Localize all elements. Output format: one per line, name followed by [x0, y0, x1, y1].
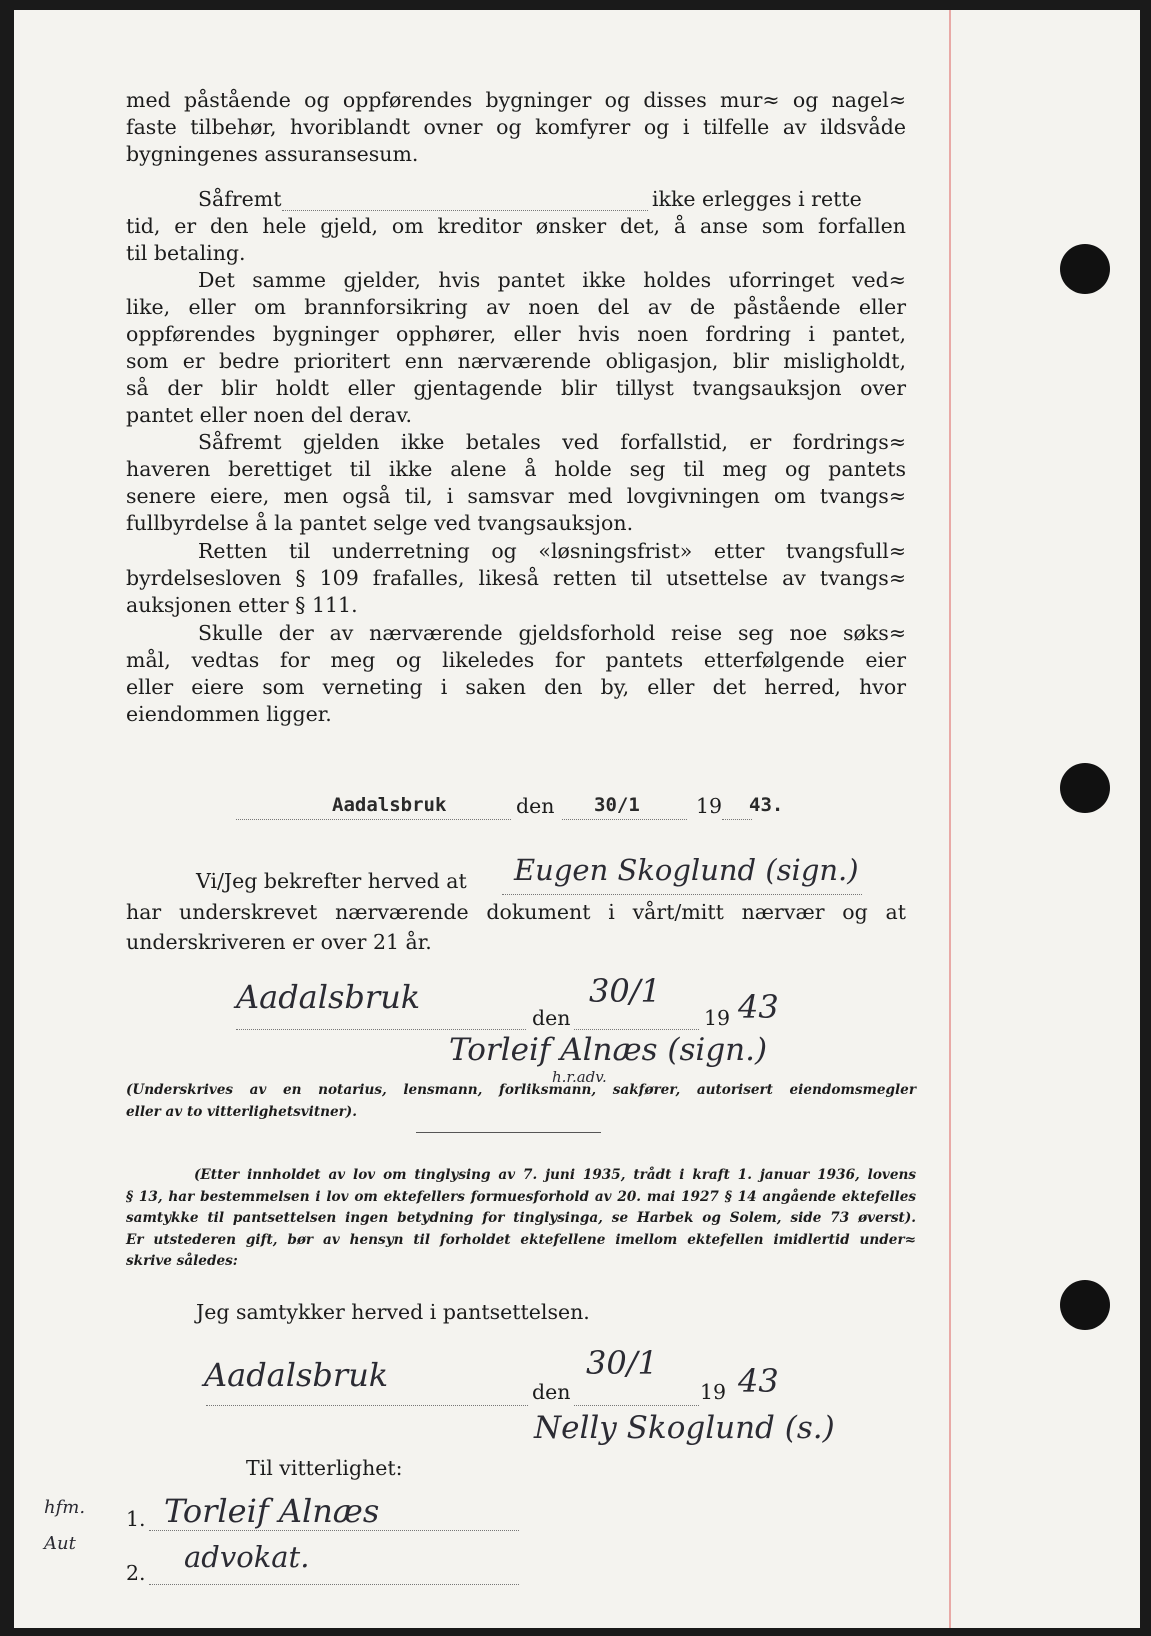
text-line: med påstående og oppførendes bygninger og disses mur≈ og nagel≈ [126, 88, 906, 112]
handwritten-date: 30/1 [586, 1344, 658, 1382]
text-fragment: ikke erlegges i rette [652, 187, 862, 211]
text-line: auksjonen etter § 111. [126, 593, 358, 617]
witness-line-1 [149, 1530, 519, 1531]
den-label: den [532, 1006, 571, 1030]
text-line: samtykke til pantsettelsen ingen betydning for tinglysinga, se Harbek og Solem, side 73 øverst). [126, 1210, 916, 1226]
witness-heading: Til vitterlighet: [246, 1456, 403, 1480]
century-label: 19 [700, 1380, 727, 1404]
place-stamp: Aadalsbruk [332, 794, 447, 816]
den-label: den [532, 1380, 571, 1404]
place-line [206, 1405, 528, 1406]
text-line: eller av to vitterlighetsvitner). [126, 1103, 357, 1120]
handwritten-place: Aadalsbruk [204, 1356, 389, 1394]
text-line: så der blir holdt eller gjentagende blir tillyst tvangsauksjon over [126, 376, 906, 400]
saafremt-word: Såfremt [198, 187, 282, 211]
date-line [562, 819, 687, 820]
text-line: som er bedre prioritert enn nærværende obligasjon, blir misligholdt, [126, 349, 906, 373]
text-line: eiendommen ligger. [126, 702, 332, 726]
handwritten-year: 43 [738, 988, 779, 1026]
text-line: underskriveren er over 21 år. [126, 930, 432, 954]
witness-title: h.r.adv. [552, 1068, 607, 1086]
handwritten-date: 30/1 [589, 972, 661, 1010]
text-line: haveren berettiget til ikke alene å holde seg til meg og pantets [126, 457, 906, 481]
year-line [722, 819, 752, 820]
den-label: den [516, 794, 555, 818]
place-line [236, 1029, 526, 1030]
paragraph-enforcement-clause [126, 429, 906, 537]
text-line: oppførendes bygninger opphører, eller hvis noen fordring i pantet, [126, 322, 906, 346]
witness-line-2 [149, 1584, 519, 1585]
date-stamp: 30/1 [594, 794, 640, 816]
handwritten-year: 43 [738, 1362, 779, 1400]
place-line [236, 819, 511, 820]
text-line: Skulle der av nærværende gjeldsforhold reise seg noe søks≈ [198, 621, 906, 645]
year-stamp: 43. [749, 794, 784, 816]
confirmation-lead: Vi/Jeg bekrefter herved at [196, 869, 467, 893]
binder-hole-icon [1060, 244, 1110, 294]
handwritten-place: Aadalsbruk [236, 978, 421, 1016]
spouse-signature: Nelly Skoglund (s.) [534, 1410, 835, 1446]
text-line: senere eiere, men også til, i samsvar med lovgivningen om tvangs≈ [126, 484, 906, 508]
witness-1-signature: Torleif Alnæs [164, 1492, 380, 1530]
witness-2-signature: advokat. [184, 1540, 310, 1574]
binder-hole-icon [1060, 1280, 1110, 1330]
text-line: faste tilbehør, hvoriblandt ovner og komfyrer og i tilfelle av ildsvåde [126, 115, 906, 139]
text-line: Det samme gjelder, hvis pantet ikke holdes uforringet ved≈ [198, 268, 906, 292]
century-label: 19 [696, 794, 723, 818]
text-line: skrive således: [126, 1253, 238, 1269]
divider-rule [416, 1132, 601, 1133]
century-label: 19 [704, 1006, 731, 1030]
paragraph-maintenance-clause [126, 267, 906, 429]
text-line: pantet eller noen del derav. [126, 403, 413, 427]
text-line: har underskrevet nærværende dokument i vårt/mitt nærvær og at [126, 900, 906, 924]
text-line: byrdelsesloven § 109 frafalles, likeså retten til utsettelse av tvangs≈ [126, 566, 906, 590]
text-line: til betaling. [126, 241, 246, 265]
witness-number-2: 2. [126, 1561, 146, 1585]
paragraph-property-clause [126, 87, 906, 168]
law-note [126, 1165, 916, 1273]
notary-note [126, 1080, 916, 1123]
text-line: mål, vedtas for meg og likeledes for pantets etterfølgende eier [126, 648, 906, 672]
binder-hole-icon [1060, 763, 1110, 813]
paragraph-venue-clause [126, 620, 906, 728]
text-line: tid, er den hele gjeld, om kreditor ønsker det, å anse som forfallen [126, 214, 906, 238]
text-line: Såfremt gjelden ikke betales ved forfallstid, er fordrings≈ [198, 430, 906, 454]
witness-signature: Torleif Alnæs (sign.) [449, 1032, 768, 1068]
date-line [574, 1405, 699, 1406]
blank-fill-line [282, 210, 648, 211]
date-line [574, 1029, 699, 1030]
text-line: Retten til underretning og «løsningsfrist» etter tvangsfull≈ [198, 539, 906, 563]
text-line: fullbyrdelse å la pantet selge ved tvangsauksjon. [126, 511, 634, 535]
signature-line [502, 894, 862, 895]
text-line: eller eiere som verneting i saken den by, eller det herred, hvor [126, 675, 906, 699]
text-line: (Etter innholdet av lov om tinglysing av 7. juni 1935, trådt i kraft 1. januar 1936, lovens [194, 1167, 916, 1183]
issuer-signature: Eugen Skoglund (sign.) [514, 853, 859, 887]
margin-note: hfm. Aut [44, 1497, 86, 1554]
text-line: § 13, har bestemmelsen i lov om ektefellers formuesforhold av 20. mai 1927 § 14 angående ektefelles [126, 1188, 916, 1205]
witness-number-1: 1. [126, 1507, 146, 1531]
paragraph-notification-clause [126, 538, 906, 619]
consent-statement: Jeg samtykker herved i pantsettelsen. [196, 1300, 590, 1324]
confirmation-text [126, 899, 906, 956]
text-line: Er utstederen gift, bør av hensyn til forholdet ektefellene imellom ektefellen imidlertid under≈ [126, 1231, 916, 1248]
text-line [126, 186, 906, 213]
paragraph-due-clause [126, 186, 906, 267]
red-margin-line [949, 10, 951, 1628]
text-line: (Underskrives av en notarius, lensmann, forliksmann, sakfører, autorisert eiendomsmegler [126, 1082, 916, 1098]
text-line: bygningenes assuransesum. [126, 142, 419, 166]
text-line: like, eller om brannforsikring av noen del av de påstående eller [126, 295, 906, 319]
document-page [14, 10, 1140, 1628]
